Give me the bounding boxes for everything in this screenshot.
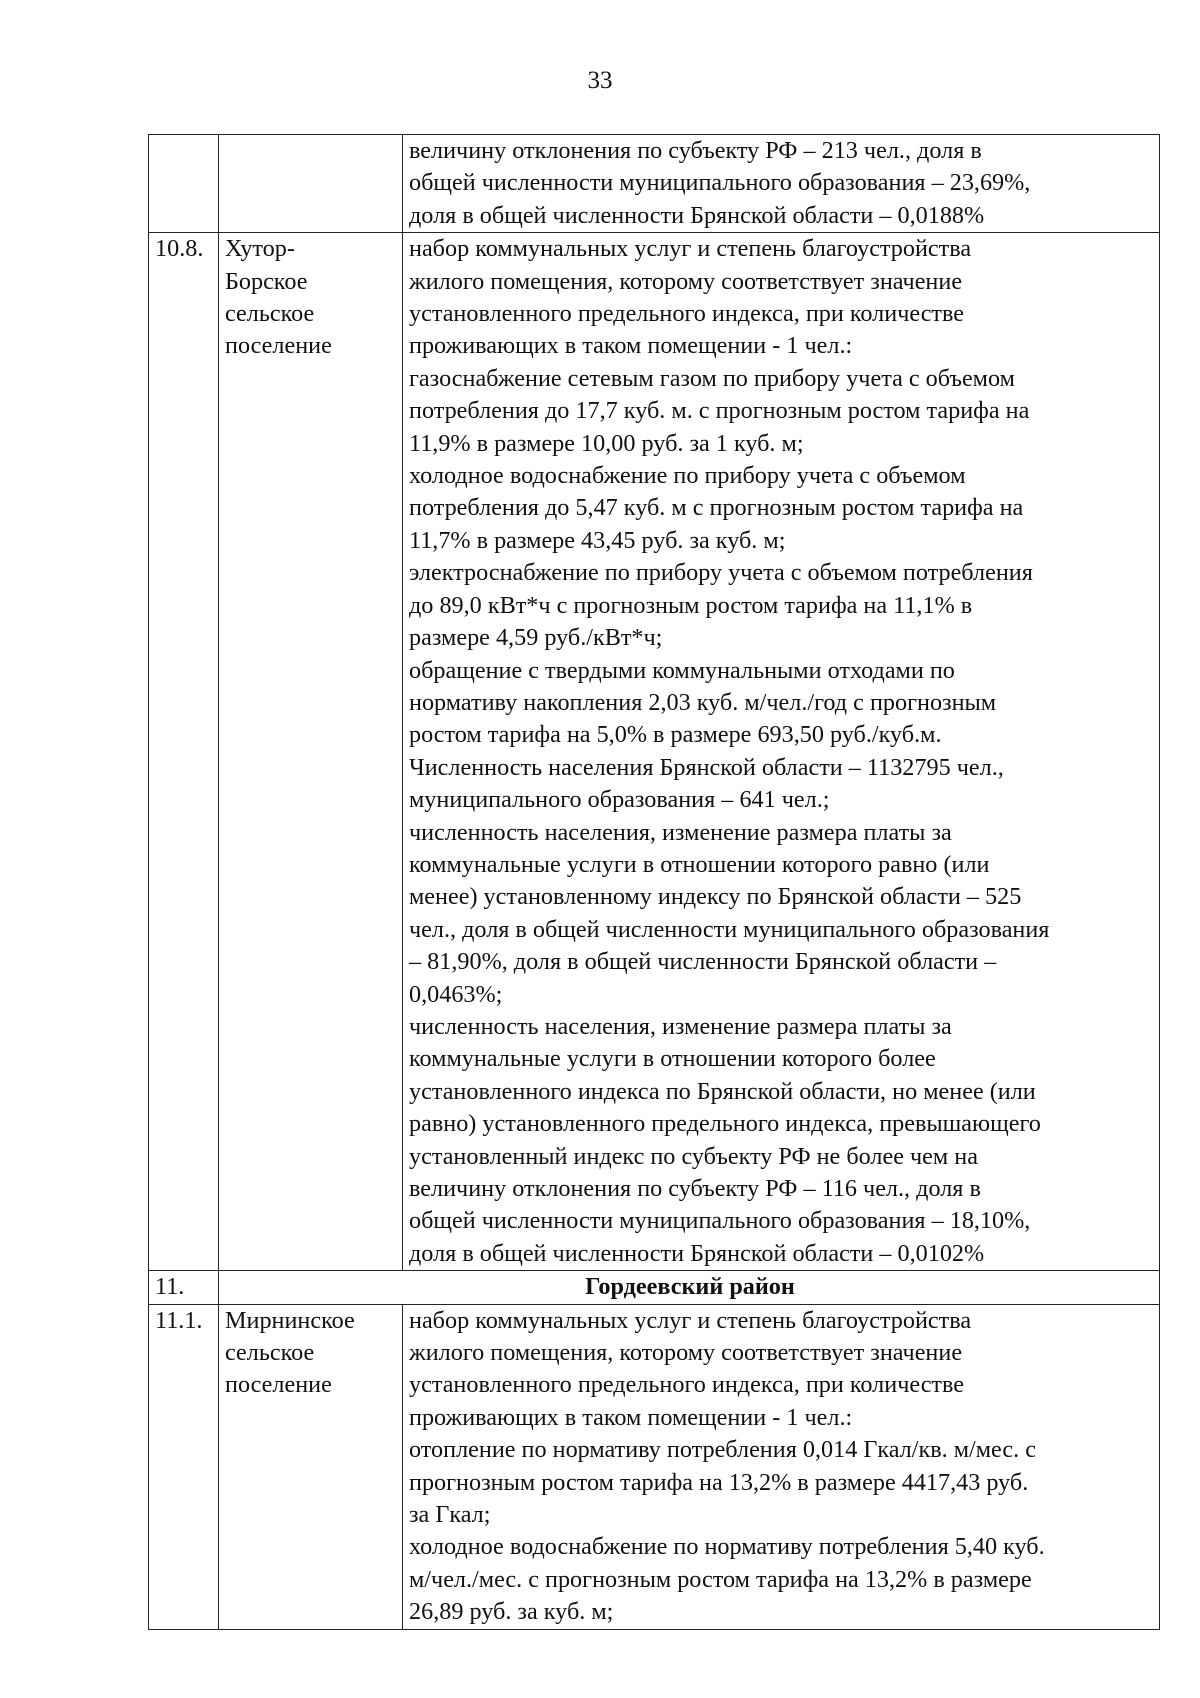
row-number: 10.8. (149, 233, 219, 1271)
description-line: обращение с твердыми коммунальными отходами по (409, 656, 955, 684)
page-number: 33 (587, 67, 613, 94)
description-line: – 81,90%, доля в общей численности Брянской области – (409, 948, 997, 976)
description-line: набор коммунальных услуг и степень благоустройства (409, 235, 972, 263)
row-number: 11.1. (149, 1304, 219, 1629)
description-line: 11,7% в размере 43,45 руб. за куб. м; (409, 526, 786, 554)
settlement-name (219, 135, 403, 233)
description-line: газоснабжение сетевым газом по прибору учета с объемом (409, 364, 1015, 392)
description-line: потребления до 17,7 куб. м. с прогнозным ростом тарифа на (409, 397, 1030, 425)
description-line: набор коммунальных услуг и степень благоустройства (409, 1306, 972, 1334)
description-line: доля в общей численности Брянской области – 0,0188% (409, 201, 985, 229)
table-row (149, 1304, 1160, 1629)
description-line: размере 4,59 руб./кВт*ч; (409, 624, 663, 652)
settlement-name (219, 233, 403, 1271)
description-line: численность населения, изменение размера платы за (409, 818, 952, 846)
description-line: 26,89 руб. за куб. м; (409, 1598, 614, 1626)
row-number: 11. (149, 1271, 219, 1304)
description-line: установленный индекс по субъекту РФ не более чем на (409, 1142, 978, 1170)
description-line: величину отклонения по субъекту РФ – 213 чел., доля в (409, 137, 982, 164)
tariff-table (148, 134, 1160, 1630)
settlement-name (219, 1304, 403, 1629)
description-line: холодное водоснабжение по прибору учета с объемом (409, 462, 966, 490)
description-line: численность населения, изменение размера платы за (409, 1012, 952, 1040)
table-body (149, 135, 1160, 1630)
settlement-name-line: Хутор- (225, 235, 295, 263)
settlement-name-line: сельское (225, 300, 315, 328)
description-line: коммунальные услуги в отношении которого равно (или (409, 850, 990, 878)
description-line: общей численности муниципального образования – 23,69%, (409, 169, 1031, 197)
description-line: жилого помещения, которому соответствует значение (409, 267, 963, 295)
description-line: электроснабжение по прибору учета с объемом потребления (409, 559, 1033, 587)
settlement-name-line: сельское (225, 1339, 315, 1367)
description-line: отопление по нормативу потребления 0,014 Гкал/кв. м/мес. с (409, 1436, 1036, 1464)
description-line: 11,9% в размере 10,00 руб. за 1 куб. м; (409, 429, 804, 457)
description-line: установленного предельного индекса, при количестве (409, 300, 965, 328)
description-line: 0,0463%; (409, 980, 503, 1008)
description-line: чел., доля в общей численности муниципального образования (409, 915, 1050, 943)
settlement-name-line: поселение (225, 1371, 332, 1399)
description-line: Численность населения Брянской области – 1132795 чел., (409, 753, 1004, 781)
section-title: Гордеевский район (219, 1271, 1160, 1304)
description-line: потребления до 5,47 куб. м с прогнозным ростом тарифа на (409, 494, 1024, 522)
description-line: м/чел./мес. с прогнозным ростом тарифа на 13,2% в размере (409, 1565, 1032, 1593)
description-line: проживающих в таком помещении - 1 чел.: (409, 332, 853, 360)
section-row (149, 1271, 1160, 1304)
description-line: нормативу накопления 2,03 куб. м/чел./год с прогнозным (409, 688, 997, 716)
settlement-name-line: Мирнинское (225, 1306, 355, 1334)
description-line: установленного предельного индекса, при количестве (409, 1371, 965, 1399)
description-line: за Гкал; (409, 1501, 491, 1529)
description-line: менее) установленному индексу по Брянской области – 525 (409, 883, 1022, 911)
description-line: жилого помещения, которому соответствует значение (409, 1339, 963, 1367)
table-row (149, 135, 1160, 233)
description-line: муниципального образования – 641 чел.; (409, 786, 830, 814)
row-number (149, 135, 219, 233)
description-line: установленного индекса по Брянской области, но менее (или (409, 1077, 1036, 1105)
description-line: холодное водоснабжение по нормативу потребления 5,40 куб. (409, 1533, 1045, 1561)
description (403, 233, 1160, 1271)
description-line: равно) установленного предельного индекса, превышающего (409, 1110, 1041, 1138)
description-line: проживающих в таком помещении - 1 чел.: (409, 1403, 853, 1431)
table-row (149, 233, 1160, 1271)
description (403, 1304, 1160, 1629)
description-line: прогнозным ростом тарифа на 13,2% в размере 4417,43 руб. (409, 1468, 1029, 1496)
description (403, 135, 1160, 233)
settlement-name-line: поселение (225, 332, 332, 360)
settlement-name-line: Борское (225, 267, 308, 295)
description-line: доля в общей численности Брянской области – 0,0102% (409, 1239, 985, 1267)
description-line: общей численности муниципального образования – 18,10%, (409, 1207, 1031, 1235)
description-line: ростом тарифа на 5,0% в размере 693,50 руб./куб.м. (409, 721, 942, 749)
description-line: до 89,0 кВт*ч с прогнозным ростом тарифа на 11,1% в (409, 591, 973, 619)
description-line: величину отклонения по субъекту РФ – 116 чел., доля в (409, 1175, 981, 1202)
description-line: коммунальные услуги в отношении которого более (409, 1045, 936, 1073)
